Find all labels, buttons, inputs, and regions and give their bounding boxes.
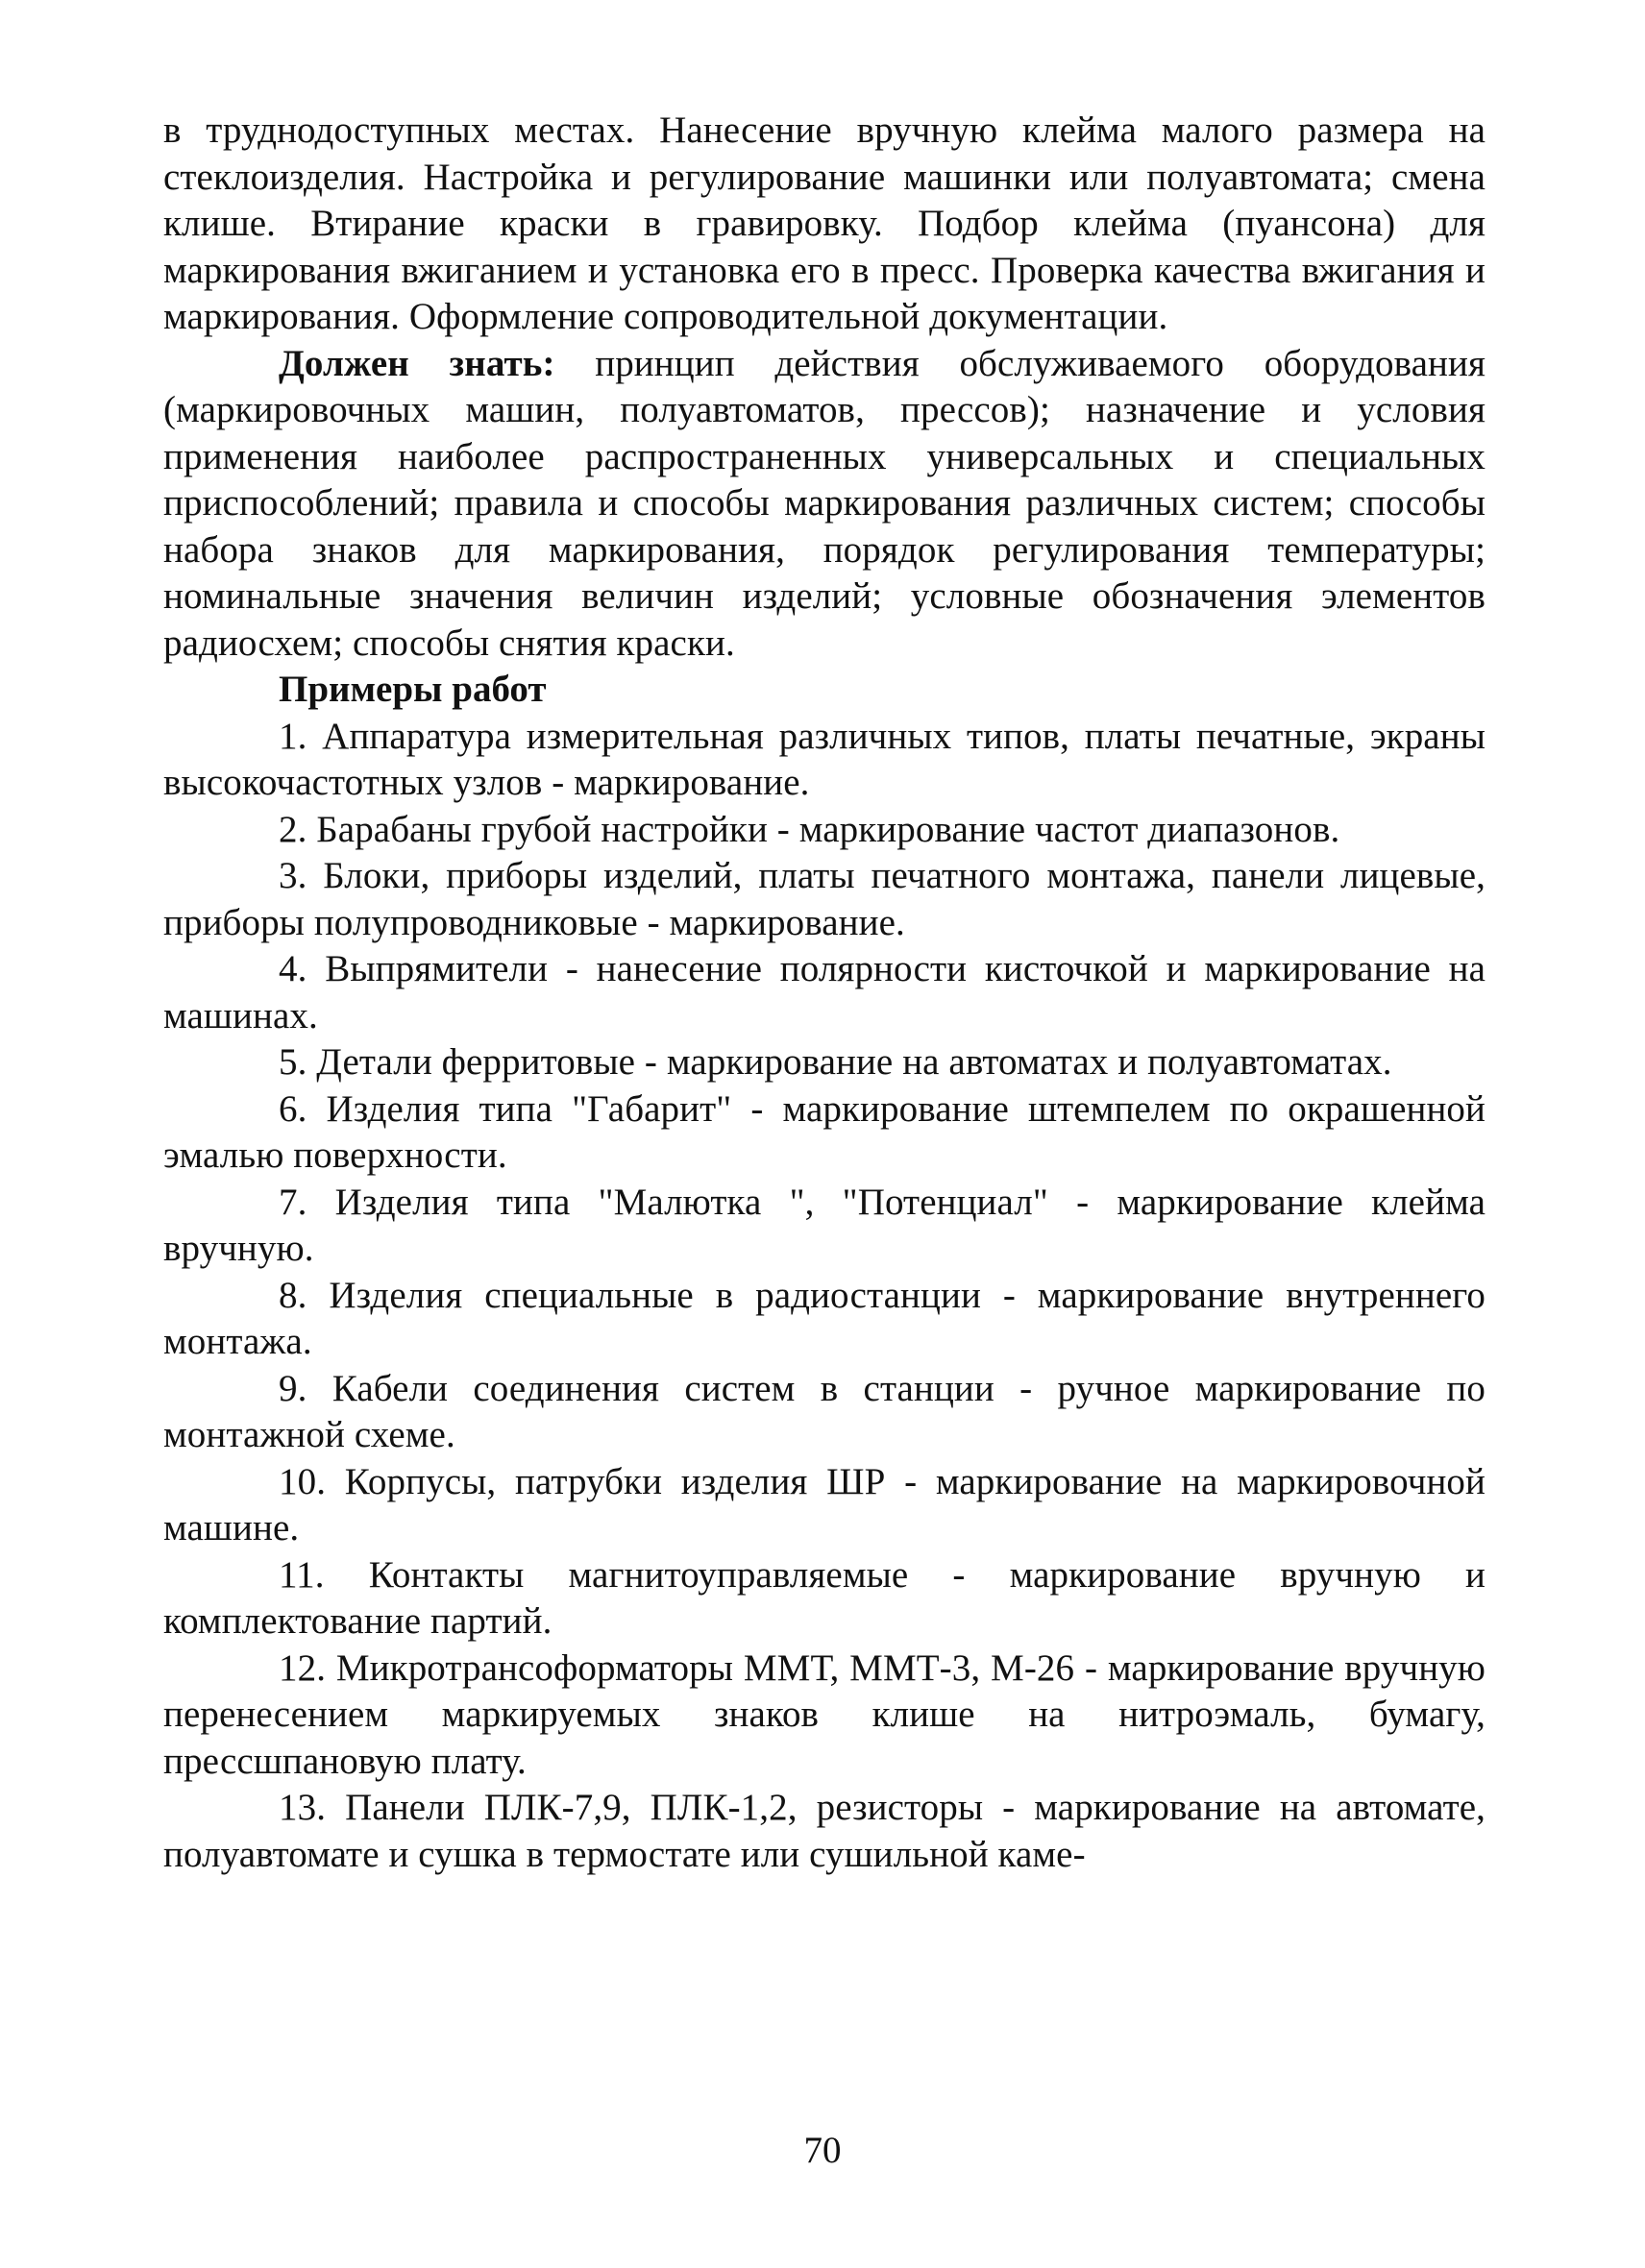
example-item: 6. Изделия типа "Габарит" - маркирование штемпелем по окрашенной эмалью поверхности. (163, 1087, 1485, 1176)
example-item: 2. Барабаны грубой настройки - маркирование частот диапазонов. (279, 808, 1340, 850)
example-item: 4. Выпрямители - нанесение полярности кисточкой и маркирование на машинах. (163, 948, 1485, 1036)
example-item: 12. Микротрансоформаторы ММТ, ММТ-3, М-26 - маркирование вручную перенесением маркируемых знаков клише на нитроэмаль, бумагу, прессшпановую плату. (163, 1646, 1485, 1782)
knowledge-label: Должен знать: (279, 342, 555, 384)
example-item: 9. Кабели соединения систем в станции - ручное маркирование по монтажной схеме. (163, 1367, 1485, 1455)
knowledge-text: принцип действия обслуживаемого оборудования (маркировочных машин, полуавтоматов, прессов); назначение и условия применения наиболее распространенных универсальных и специальных приспособлений; правила и способы маркирования различных систем; способы набора знаков для маркирования, порядок регулирования температуры; номинальные значения величин изделий; условные обозначения элементов радиосхем; способы снятия краски. (163, 342, 1485, 664)
example-item: 10. Корпусы, патрубки изделия ШР - маркирование на маркировочной машине. (163, 1460, 1485, 1549)
document-page (163, 108, 1485, 1878)
page-number: 70 (803, 2130, 842, 2171)
examples-list (163, 714, 1485, 1879)
example-item: 8. Изделия специальные в радиостанции - маркирование внутреннего монтажа. (163, 1274, 1485, 1362)
example-item: 3. Блоки, приборы изделий, платы печатного монтажа, панели лицевые, приборы полупроводниковые - маркирование. (163, 855, 1485, 943)
knowledge-paragraph (163, 341, 1485, 668)
example-item: 1. Аппаратура измерительная различных типов, платы печатные, экраны высокочастотных узлов - маркирование. (163, 715, 1485, 803)
intro-paragraph: в труднодоступных местах. Нанесение вручную клейма малого размера на стеклоизделия. Настройка и регулирование машинки или полуавтомата; смена клише. Втирание краски в гравировку. Подбор клейма (пуансона) для маркирования вжиганием и установка его в пресс. Проверка качества вжигания и маркирования. Оформление сопроводительной документации. (163, 110, 1485, 337)
example-item: 7. Изделия типа "Малютка ", "Потенциал" - маркирование клейма вручную. (163, 1181, 1485, 1269)
examples-heading: Примеры работ (279, 669, 547, 710)
example-item: 5. Детали ферритовые - маркирование на автоматах и полуавтоматах. (279, 1041, 1392, 1083)
example-item: 11. Контакты магнитоуправляемые - маркирование вручную и комплектование партий. (163, 1553, 1485, 1642)
example-item: 13. Панели ПЛК-7,9, ПЛК-1,2, резисторы - маркирование на автомате, полуавтомате и сушка в термостате или сушильной каме- (163, 1787, 1485, 1875)
